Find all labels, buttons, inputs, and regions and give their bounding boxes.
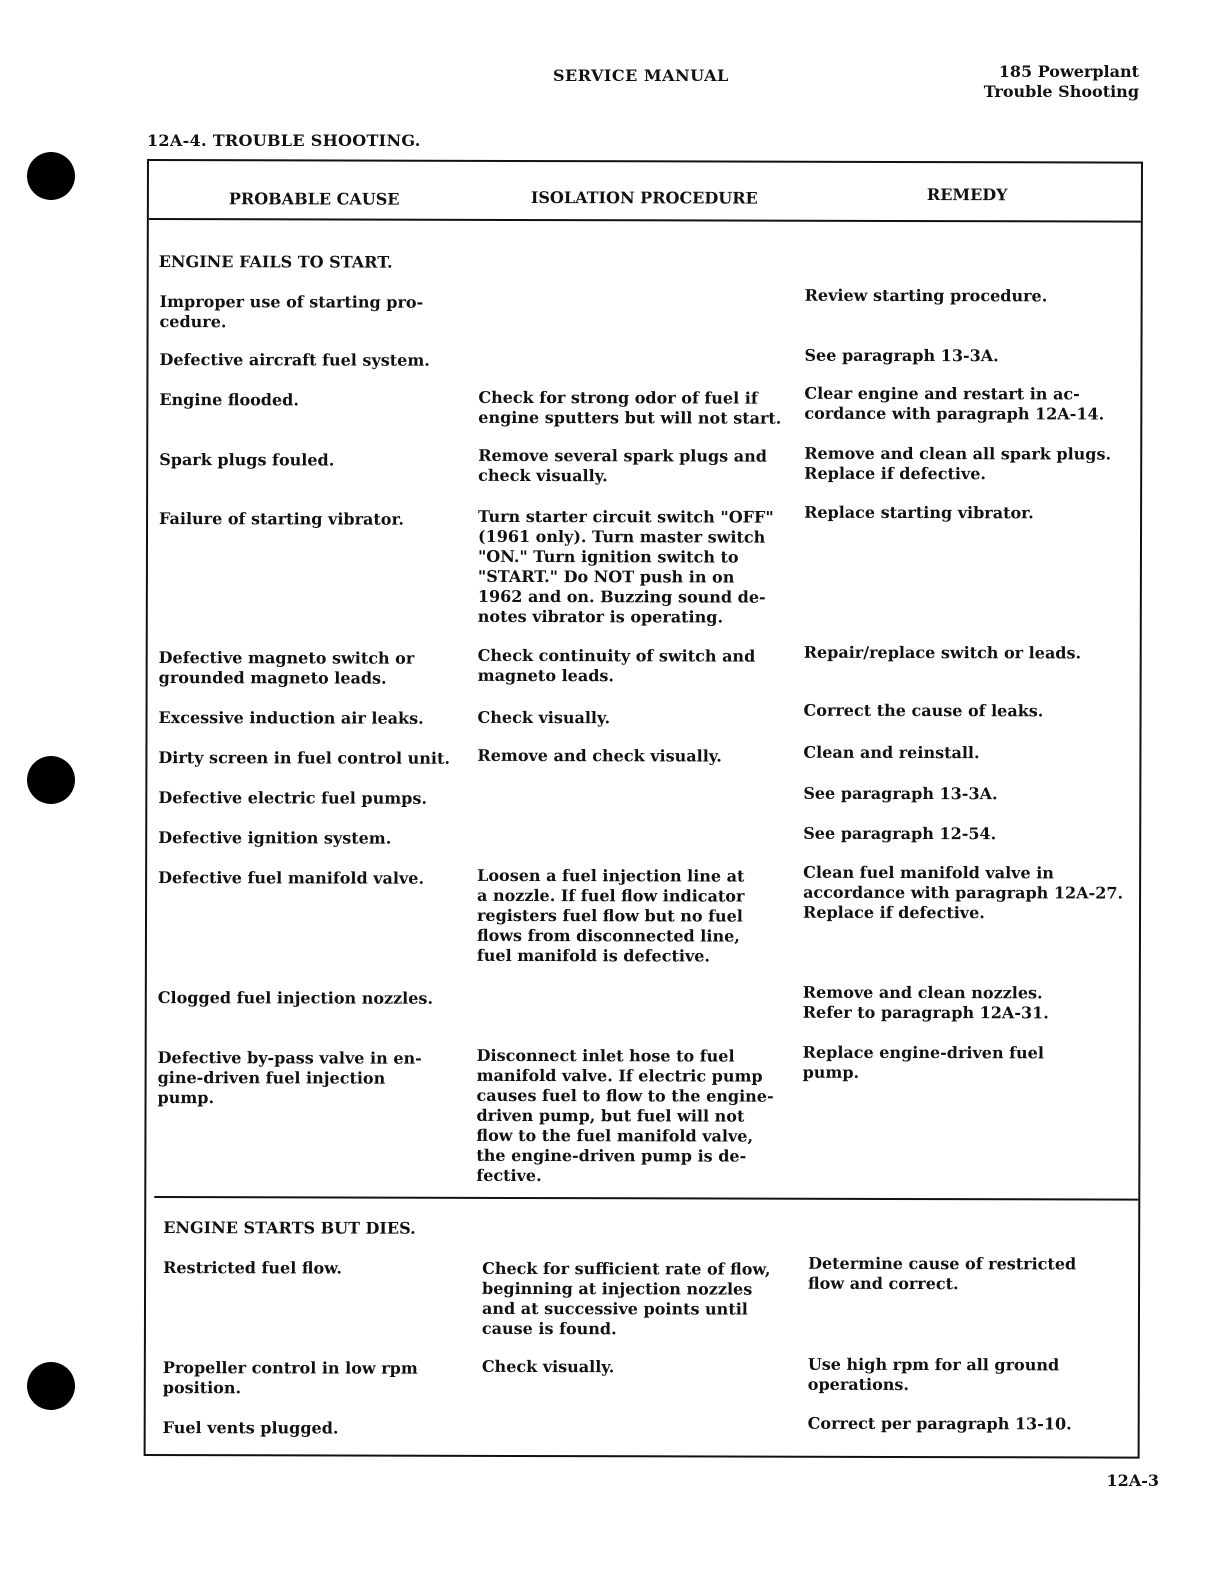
table-row: [148, 642, 1140, 688]
cause-cell: Spark plugs fouled.: [159, 450, 335, 470]
group-engine-fails-to-start: [146, 220, 1141, 1198]
remedy-cell: See paragraph 13-3A.: [803, 783, 998, 804]
isolation-cell: Loosen a fuel injection line at a nozzle. If fuel flow indicator registers fuel flow but no fuel flows from disconnected line, fuel manifold is defective.: [476, 865, 745, 966]
remedy-cell: Clean fuel manifold valve in accordance with paragraph 12A-27. Replace if defective.: [803, 862, 1124, 923]
isolation-cell: Remove and check visually.: [477, 745, 722, 766]
binder-hole-middle: [27, 756, 75, 804]
cause-cell: Defective fuel manifold valve.: [158, 868, 425, 888]
table-row: [148, 443, 1140, 486]
table-header: [149, 161, 1141, 223]
table-row: [148, 383, 1140, 428]
cause-cell: Defective by-pass valve in en- gine-driven fuel injection pump.: [157, 1048, 422, 1108]
table-row: [152, 1354, 1144, 1398]
isolation-cell: Check continuity of switch and magneto leads.: [477, 645, 756, 686]
cause-cell: Fuel vents plugged.: [162, 1418, 339, 1438]
table-row: [147, 823, 1139, 848]
remedy-cell: Clean and reinstall.: [803, 742, 980, 763]
remedy-cell: Replace starting vibrator.: [804, 502, 1034, 523]
isolation-cell: Remove several spark plugs and check visually.: [478, 445, 767, 486]
isolation-cell: [477, 829, 787, 830]
header-right: [984, 62, 1139, 102]
remedy-cell: Correct per paragraph 13-10.: [807, 1413, 1072, 1434]
remedy-cell: Correct the cause of leaks.: [803, 700, 1044, 721]
page-number: 12A-3: [1106, 1471, 1159, 1490]
remedy-cell: Determine cause of restricted flow and correct.: [808, 1253, 1077, 1294]
binder-hole-top: [27, 152, 75, 200]
isolation-cell: [479, 293, 789, 294]
cause-cell: Defective electric fuel pumps.: [158, 788, 427, 808]
table-row: [149, 285, 1141, 332]
table-row: [147, 1042, 1139, 1186]
group-engine-starts-but-dies: [146, 1198, 1139, 1451]
table-row: [147, 742, 1139, 768]
remedy-cell: Replace engine-driven fuel pump.: [802, 1042, 1044, 1082]
remedy-cell: Clear engine and restart in ac- cordance with paragraph 12A-14.: [804, 383, 1105, 424]
cause-cell: Excessive induction air leaks.: [158, 708, 424, 728]
isolation-cell: Check visually.: [481, 1356, 615, 1377]
remedy-cell: See paragraph 13-3A.: [804, 345, 999, 366]
isolation-cell: Check for strong odor of fuel if engine sputters but will not start.: [478, 387, 782, 428]
trouble-shooting-table: [144, 159, 1143, 1459]
isolation-cell: [478, 351, 788, 352]
column-header-remedy: REMEDY: [926, 185, 1008, 205]
isolation-cell: Check for sufficient rate of flow, beginning at injection nozzles and at successive points until cause is found.: [481, 1258, 771, 1339]
cause-cell: Clogged fuel injection nozzles.: [157, 988, 434, 1008]
remedy-cell: See paragraph 12-54.: [803, 823, 997, 844]
cause-cell: Improper use of starting pro- cedure.: [159, 292, 424, 332]
cause-cell: Dirty screen in fuel control unit.: [158, 748, 450, 768]
header-title: SERVICE MANUAL: [553, 66, 729, 85]
isolation-cell: Check visually.: [477, 707, 611, 728]
table-row: [152, 1253, 1144, 1339]
table-row: [148, 345, 1140, 370]
column-header-isolation: ISOLATION PROCEDURE: [530, 188, 758, 208]
remedy-cell: Remove and clean nozzles. Refer to paragraph 12A-31.: [802, 982, 1049, 1023]
binder-hole-bottom: [27, 1362, 75, 1410]
column-header-cause: PROBABLE CAUSE: [228, 189, 400, 209]
cause-cell: Defective aircraft fuel system.: [159, 350, 430, 370]
cause-cell: Defective ignition system.: [158, 828, 392, 848]
cause-cell: Failure of starting vibrator.: [159, 509, 405, 529]
header-section: 185 Powerplant: [998, 62, 1139, 81]
cause-cell: Propeller control in low rpm position.: [162, 1358, 418, 1398]
cause-cell: Engine flooded.: [159, 390, 299, 410]
table-row: [147, 982, 1139, 1023]
isolation-cell: Turn starter circuit switch "OFF" (1961 only). Turn master switch "ON." Turn ignition switch to "START." Do NOT push in on 1962 and on. Buzzing sound de- notes vibrator is operating.: [477, 506, 774, 627]
remedy-cell: Remove and clean all spark plugs. Replace if defective.: [804, 443, 1112, 484]
table-row: [147, 862, 1139, 966]
group-title: ENGINE STARTS BUT DIES.: [163, 1218, 416, 1238]
remedy-cell: Review starting procedure.: [804, 285, 1048, 306]
table-row: [148, 700, 1140, 728]
isolation-cell: [477, 989, 787, 990]
table-row: [147, 783, 1139, 808]
cause-cell: Defective magneto switch or grounded magneto leads.: [158, 648, 415, 688]
header-subsection: Trouble Shooting: [983, 82, 1139, 101]
section-title: 12A-4. TROUBLE SHOOTING.: [147, 131, 421, 150]
group-title: ENGINE FAILS TO START.: [158, 252, 393, 272]
remedy-cell: Repair/replace switch or leads.: [803, 642, 1082, 663]
isolation-cell: Disconnect inlet hose to fuel manifold valve. If electric pump causes fuel to flow to the engine- driven pump, but fuel will not flow to the fuel manifold valve, the engine-driven pump is de- fective.: [476, 1045, 774, 1186]
isolation-cell: [477, 789, 787, 790]
cause-cell: Restricted fuel flow.: [163, 1258, 342, 1278]
table-row: [148, 502, 1140, 627]
isolation-cell: [482, 1419, 792, 1420]
table-row: [152, 1413, 1144, 1438]
remedy-cell: Use high rpm for all ground operations.: [807, 1354, 1060, 1394]
